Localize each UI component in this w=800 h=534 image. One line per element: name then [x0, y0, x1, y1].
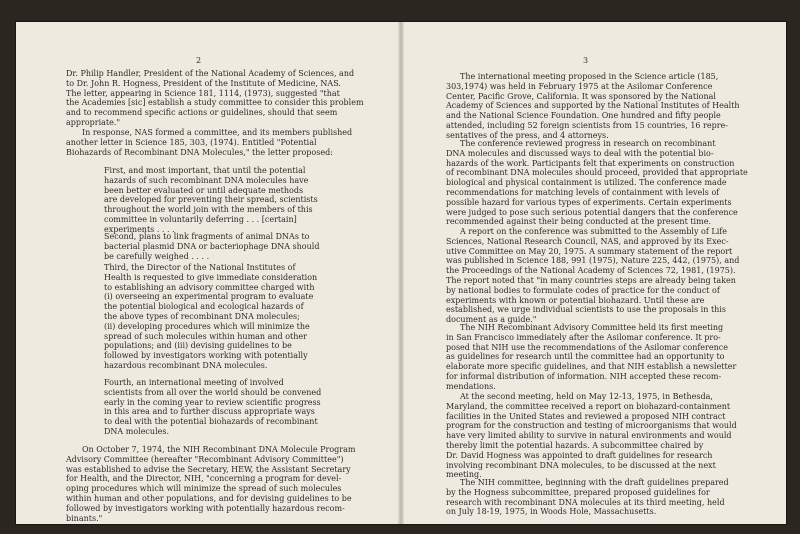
left-page	[16, 22, 399, 524]
opening-paragraph: Dr. Philip Handler, President of the National Academy of Sciences, and to Dr. John R. Hogness, President of the Institute of Medicine, NAS. The letter, appearing in Science 181, 1114, (1973), suggested "that the Academies [sic] establish a study committee to consider this problem and to recommend specific actions or guidelines, should that seem appropriate."	[66, 69, 364, 127]
page-number: 3	[583, 56, 589, 65]
conference-paragraph: The conference reviewed progress in research on recombinant DNA molecules and discussed ways to deal with the potential bio- hazards of the work. Participants felt that experiments on construction of recombinant DNA molecules should proceed, provided that appropriate biological and physical containment is utilized. The conference made recommendations for matching levels of containment with levels of possible hazard for various types of experiments. Certain experiments were judged to pose such serious potential dangers that the conference recommended against their being conducted at the present time.	[446, 139, 748, 227]
intl-meeting-paragraph: The international meeting proposed in the Science article (185, 303,1974) was held in February 1975 at the Asilomar Conference Center, Pacific Grove, California. It was sponsored by the National Academy of Sciences and supported by the National Institutes of Health and the National Science Foundation. One hundred and fifty people attended, including 52 foreign scientists from 15 countries, 16 repre- sentatives of the press, and 4 attorneys.	[446, 72, 740, 140]
report-paragraph: A report on the conference was submitted to the Assembly of Life Sciences, National Research Council, NAS, and approved by its Exec- utive Committee on May 20, 1975. A summary statement of the report was published in Science 188, 991 (1975), Nature 225, 442, (1975), and the Proceedings of the National Academy of Sciences 72, 1981, (1975). The report noted that "in many countries steps are already being taken by national bodies to formulate codes of practice for the conduct of experiments with known or potential biohazard. Until these are established, we urge individual scientists to use the proposals in this document as a guide."	[446, 227, 740, 325]
quote-first: First, and most important, that until the potential hazards of such recombinant DNA molecules have been better evaluated or until adequate methods are developed for preventing their spread, scientists throughout the world join with the members of this committee in voluntarily deferring . . . [certain] experiments . . . .	[104, 166, 318, 234]
october-paragraph: On October 7, 1974, the NIH Recombinant DNA Molecule Program Advisory Committee (hereafter "Recombinant Advisory Committee") was established to advise the Secretary, HEW, the Assistant Secretary for Health, and the Director, NIH, "concerning a program for devel- oping procedures which will minimize the spread of such molecules within human and other populations, and for devising guidelines to be followed by investigators working with potentially hazardous recom- binants."	[66, 445, 356, 523]
quote-second: Second, plans to link fragments of animal DNAs to bacterial plasmid DNA or bacteriophage DNA should be carefully weighed . . . .	[104, 232, 320, 261]
right-page	[403, 22, 786, 524]
nih-committee-paragraph: The NIH Recombinant Advisory Committee held its first meeting in San Francisco immediately after the Asilomar conference. It pro- posed that NIH use the recommendations of the Asilomar conference as guidelines for research until the committee had an opportunity to elaborate more specific guidelines, and that NIH establish a newsletter for informal distribution of information. NIH accepted these recom- mendations.	[446, 323, 737, 391]
quote-fourth: Fourth, an international meeting of involved scientists from all over the world should be convened early in the coming year to review scientific progress in this area and to further discuss appropriate ways to deal with the potential biohazards of recombinant DNA molecules.	[104, 378, 322, 436]
second-meeting-paragraph: At the second meeting, held on May 12-13, 1975, in Bethesda, Maryland, the committee received a report on biohazard-containment facilities in the United States and reviewed a proposed NIH contract program for the construction and testing of microorganisms that would have very limited ability to survive in natural environments and would thereby limit the potential hazards. A subcommittee chaired by Dr. David Hogness was appointed to draft guidelines for research involving recombinant DNA molecules, to be discussed at the next meeting.	[446, 392, 737, 480]
nih-beginning-paragraph: The NIH committee, beginning with the draft guidelines prepared by the Hogness subcommittee, prepared proposed guidelines for research with recombinant DNA molecules at its third meeting, held on July 18-19, 1975, in Woods Hole, Massachusetts.	[446, 478, 729, 517]
response-paragraph: In response, NAS formed a committee, and its members published another letter in Science 185, 303, (1974). Entitled "Potential Biohazards of Recombinant DNA Molecules," the letter proposed:	[66, 128, 353, 157]
quote-third: Third, the Director of the National Institutes of Health is requested to give immediate consideration to establishing an advisory committee charged with (i) overseeing an experimental program to evaluate the potential biological and ecological hazards of the above types of recombinant DNA molecules; (ii) developing procedures which will minimize the spread of such molecules within human and other populations; and (iii) devising guidelines to be followed by investigators working with potentially hazardous recombinant DNA molecules.	[104, 263, 318, 370]
page-number: 2	[196, 56, 202, 65]
